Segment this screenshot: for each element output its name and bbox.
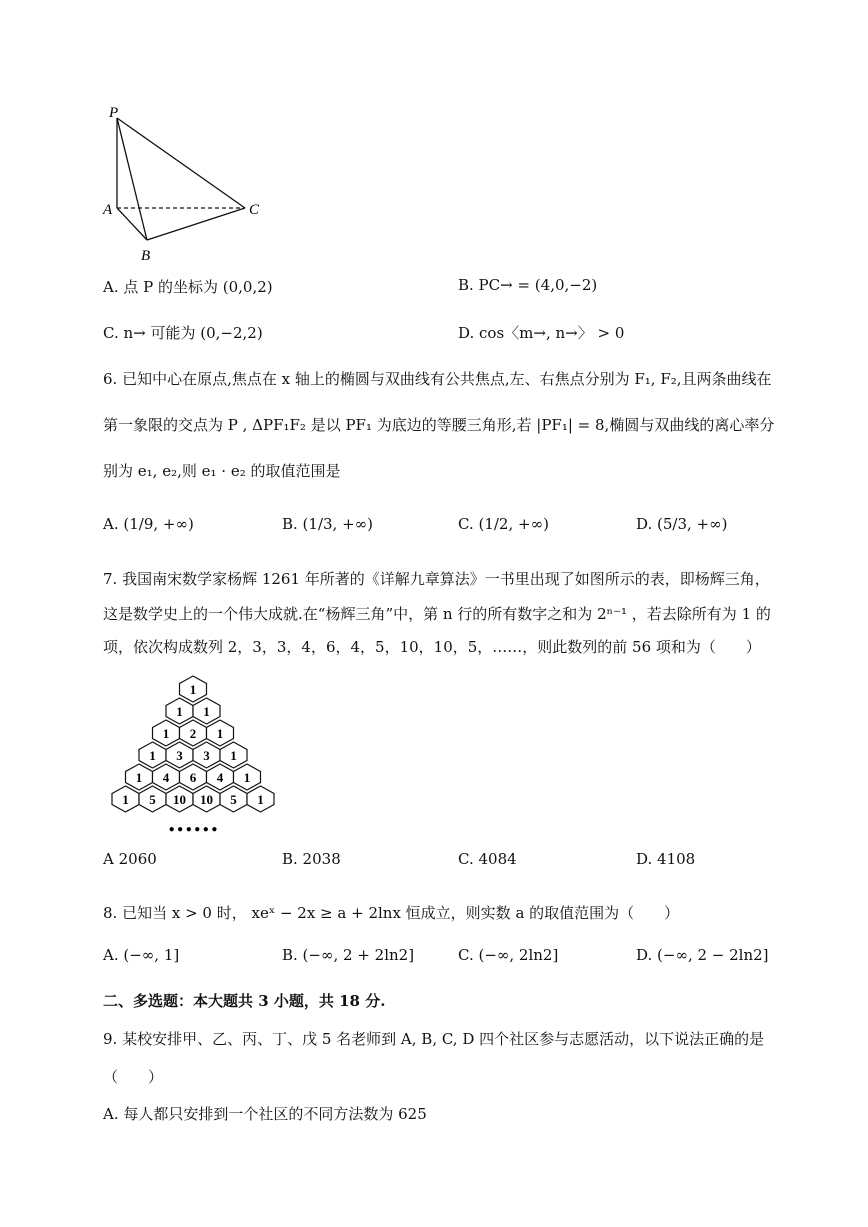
hex-value: 1 [149, 748, 156, 763]
hex-value: 10 [200, 792, 213, 807]
hex-value: 4 [216, 770, 224, 785]
hex-value: 1 [230, 748, 237, 763]
q8-option-d: D. (−∞, 2 − 2ln2] [636, 946, 769, 964]
q7-line-2: 这是数学史上的一个伟大成就.在“杨辉三角”中，第 n 行的所有数字之和为 2ⁿ⁻¹ ，若去除所有为 1 的 [103, 605, 771, 623]
q6-option-c: C. (1/2, +∞) [458, 515, 549, 533]
pyramid-figure [95, 100, 275, 270]
q5-option-a: A. 点 P 的坐标为 (0,0,2) [103, 278, 273, 296]
q8-option-b: B. (−∞, 2 + 2ln2] [282, 946, 415, 964]
q9-line-2: （ ） [103, 1068, 164, 1086]
hex-value: 5 [149, 792, 156, 807]
hex-value: 1 [122, 792, 129, 807]
hex-value: 5 [230, 792, 237, 807]
q8-option-a: A. (−∞, 1] [103, 946, 180, 964]
q5-option-d: D. cos〈m→, n→〉 > 0 [458, 324, 625, 342]
label-a: A [103, 202, 113, 218]
hex-value: 1 [162, 726, 170, 741]
q6-option-b: B. (1/3, +∞) [282, 515, 374, 533]
hex-value: 3 [176, 748, 183, 763]
q7-option-b: B. 2038 [282, 850, 341, 868]
q7-option-d: D. 4108 [636, 850, 696, 868]
q7-option-a: A 2060 [103, 850, 157, 868]
hex-value: 4 [162, 770, 170, 785]
hex-value: 1 [135, 770, 143, 785]
continuation-dots: ● ● ● ● ● ● [168, 824, 218, 835]
hex-value: 1 [257, 792, 264, 807]
label-p: P [109, 105, 119, 121]
section-heading: 二、多选题：本大题共 3 小题，共 18 分. [103, 992, 386, 1010]
hex-value: 1 [176, 704, 183, 719]
q7-line-1: 7. 我国南宋数学家杨辉 1261 年所著的《详解九章算法》一书里出现了如图所示的表，即杨辉三角， [103, 570, 770, 588]
hex-value: 10 [173, 792, 186, 807]
hex-value: 3 [203, 748, 210, 763]
q6-line-2: 第一象限的交点为 P , ΔPF₁F₂ 是以 PF₁ 为底边的等腰三角形,若 |PF₁| = 8,椭圆与双曲线的离心率分 [103, 416, 775, 434]
q7-option-c: C. 4084 [458, 850, 517, 868]
q8-stem: 8. 已知当 x > 0 时， xeˣ − 2x ≥ a + 2lnx 恒成立，则实数 a 的取值范围为（ ） [103, 904, 680, 922]
q6-line-3: 别为 e₁, e₂,则 e₁ · e₂ 的取值范围是 [103, 462, 341, 480]
q5-option-c: C. n→ 可能为 (0,−2,2) [103, 324, 263, 342]
q6-option-d: D. (5/3, +∞) [636, 515, 728, 533]
q6-line-1: 6. 已知中心在原点,焦点在 x 轴上的椭圆与双曲线有公共焦点,左、右焦点分别为 F₁, F₂,且两条曲线在 [103, 370, 772, 388]
hex-value: 2 [189, 726, 197, 741]
hex-value: 1 [243, 770, 251, 785]
q6-option-a: A. (1/9, +∞) [103, 515, 194, 533]
hex-value: 1 [216, 726, 224, 741]
q7-line-3: 项，依次构成数列 2，3，3，4，6，4，5，10，10，5，……，则此数列的前 56 项和为（ ） [103, 638, 761, 656]
q9-line-1: 9. 某校安排甲、乙、丙、丁、戊 5 名老师到 A, B, C, D 四个社区参与志愿活动，以下说法正确的是 [103, 1030, 765, 1048]
q8-option-c: C. (−∞, 2ln2] [458, 946, 559, 964]
label-b: B [141, 248, 151, 264]
hex-value: 1 [189, 682, 197, 697]
yang-hui-triangle [100, 668, 290, 838]
hex-value: 1 [203, 704, 210, 719]
q9-option-a: A. 每人都只安排到一个社区的不同方法数为 625 [103, 1105, 427, 1123]
label-c: C [249, 202, 260, 218]
q5-option-b: B. PC→ = (4,0,−2) [458, 276, 598, 294]
hex-value: 6 [189, 770, 197, 785]
